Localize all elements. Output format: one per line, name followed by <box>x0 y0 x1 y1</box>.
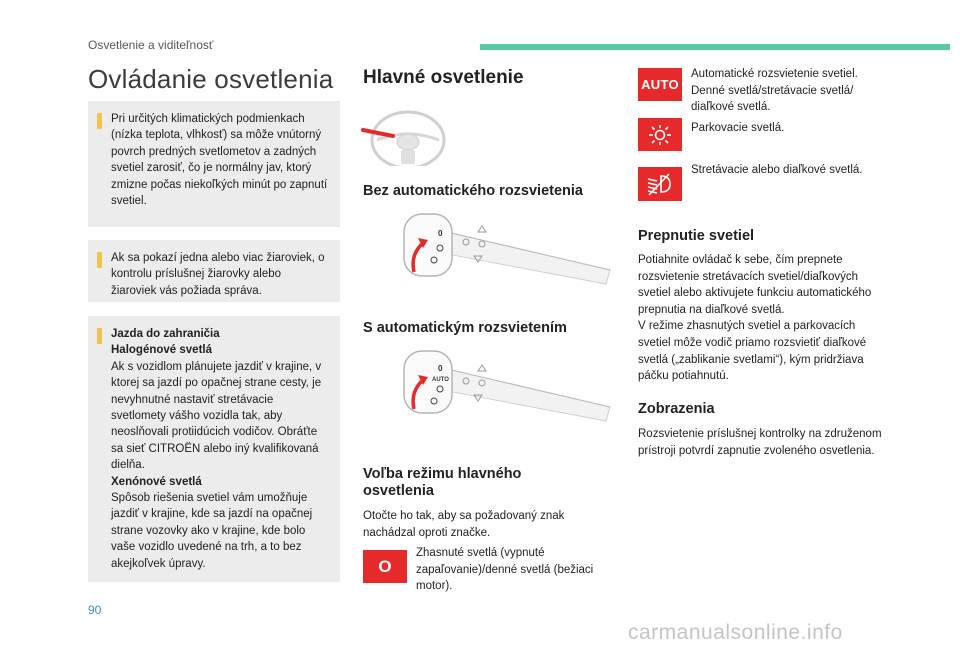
steering-wheel-illustration <box>355 100 455 166</box>
note-subheading: Halogénové svetlá <box>111 344 212 357</box>
mode-selection-heading: Voľba režimu hlavného osvetlenia <box>363 466 522 499</box>
note-text: Pri určitých klimatických podmienkach (nízka teplota, vlhkosť) sa môže vnútorný povrch predných svetlometov a zadných svetiel zarosiť, čo je normálny jav, ktorý zmizne počas niekoľkých minút po zapnutí svetiel. <box>111 113 328 208</box>
headlights-icon <box>638 167 682 201</box>
note-text: Spôsob riešenia svetiel vám umožňuje jazdiť v krajine, kde sa jazdí na opačnej strane vozovky ako v krajine, kde bolo vaše vozidlo uvedené na trh, a to bez akejkoľvek úpravy. <box>111 492 313 570</box>
switching-text: Potiahnite ovládač k sebe, čím prepnete rozsvietenie stretávacích svetiel/diaľkových svetiel alebo aktivujete funkciu automatického prepnutia na diaľkové svetlá. V režime zhasnutých svetiel a parkovacích svetiel môže vodič priamo rozsvietiť diaľkové svetlá („zablikanie svetlami“), kým pridržiava páčku potiahnutú. <box>638 254 872 383</box>
auto-icon: AUTO <box>638 68 682 101</box>
stalk-label-zero: 0 <box>438 364 443 373</box>
without-auto-heading: Bez automatického rozsvietenia <box>363 183 583 199</box>
display-text: Rozsvietenie príslušnej kontrolky na združenom prístroji potvrdí zapnutie zvoleného osvetlenia. <box>638 428 882 457</box>
section-label: Osvetlenie a viditeľnosť <box>88 38 214 52</box>
off-mode-text: Zhasnuté svetlá (vypnuté zapaľovanie)/denné svetlá (bežiaci motor). <box>416 547 594 593</box>
stalk-label-auto: AUTO <box>432 377 449 383</box>
info-note-condensation <box>88 101 340 227</box>
switching-heading: Prepnutie svetiel <box>638 228 755 244</box>
info-note-bulb <box>88 240 340 302</box>
mode-selection-text: Otočte ho tak, aby sa požadovaný znak nachádzal oproti značke. <box>363 510 565 539</box>
page-number: 90 <box>88 603 102 617</box>
display-heading: Zobrazenia <box>638 401 715 417</box>
note-text: Ak s vozidlom plánujete jazdiť v krajine, v ktorej sa jazdí po opačnej strane cesty, je nevyhnutné nastaviť stretávacie svetlomety vášho vozidla tak, aby neoslňovali protiidúcich vodičov. Obráťte sa sieť CITROËN alebo iný kvalifikovaná dielňa. <box>111 360 322 472</box>
parking-lights-icon <box>638 118 682 151</box>
note-subheading: Xenónové svetlá <box>111 475 202 488</box>
note-text: Ak sa pokazí jedna alebo viac žiaroviek, o kontrolu príslušnej žiarovky alebo žiaroviek vás požiada správa. <box>111 252 325 297</box>
off-mode-icon: O <box>363 550 407 583</box>
main-lighting-title: Hlavné osvetlenie <box>363 67 524 88</box>
watermark: carmanualsonline.info <box>628 621 843 644</box>
mode-headlights-text: Stretávacie alebo diaľkové svetlá. <box>691 164 863 176</box>
note-marker <box>97 252 102 268</box>
page-title: Ovládanie osvetlenia <box>88 64 334 94</box>
stalk-label-zero: 0 <box>438 229 443 238</box>
note-marker <box>97 328 102 344</box>
header-accent-bar <box>480 44 950 50</box>
mode-auto-text: Automatické rozsvietenie svetiel. Denné svetlá/stretávacie svetlá/ diaľkové svetlá. <box>691 68 858 114</box>
stalk-illustration-auto <box>390 345 615 455</box>
note-marker <box>97 113 102 129</box>
info-note-abroad <box>88 316 340 582</box>
note-heading: Jazda do zahraničia <box>111 328 220 340</box>
with-auto-heading: S automatickým rozsvietením <box>363 320 567 336</box>
stalk-illustration-no-auto <box>390 208 615 318</box>
mode-parking-text: Parkovacie svetlá. <box>691 122 785 134</box>
